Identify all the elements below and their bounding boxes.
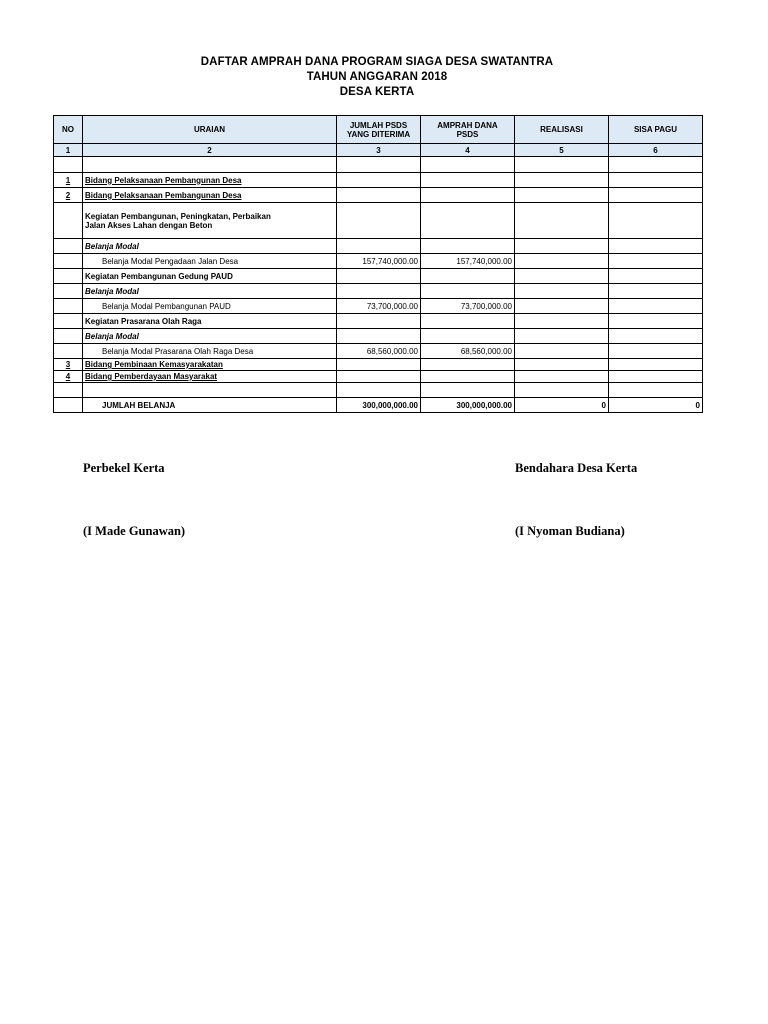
row-uraian: Belanja Modal	[83, 239, 337, 254]
header-realisasi: REALISASI	[515, 116, 609, 144]
title-line-1: DAFTAR AMPRAH DANA PROGRAM SIAGA DESA SWATANTRA	[200, 56, 554, 68]
table-row	[54, 299, 703, 314]
header-jumlah	[337, 116, 421, 144]
table-row	[54, 314, 703, 329]
row-uraian: Belanja Modal Pembangunan PAUD	[83, 299, 337, 314]
signature-left-name: (I Made Gunawan)	[83, 524, 186, 538]
header-amprah-line-1: AMPRAH DANA	[437, 120, 498, 130]
row-uraian	[83, 203, 337, 239]
budget-table	[53, 115, 703, 413]
table-header-row	[54, 116, 703, 144]
total-label: JUMLAH BELANJA	[83, 398, 337, 413]
row-no: 1	[54, 173, 83, 188]
signature-right-role: Bendahara Desa Kerta	[515, 461, 638, 475]
table-row	[54, 203, 703, 239]
column-number: 3	[337, 144, 421, 157]
row-amprah: 157,740,000.00	[421, 254, 515, 269]
total-jumlah: 300,000,000.00	[337, 398, 421, 413]
table-row	[54, 254, 703, 269]
total-row	[54, 398, 703, 413]
row-uraian: Bidang Pelaksanaan Pembangunan Desa	[83, 173, 337, 188]
total-realisasi: 0	[515, 398, 609, 413]
row-uraian: Kegiatan Pembangunan Gedung PAUD	[83, 269, 337, 284]
signature-left-role: Perbekel Kerta	[83, 461, 165, 475]
row-uraian: Belanja Modal Prasarana Olah Raga Desa	[83, 344, 337, 359]
row-uraian: Belanja Modal	[83, 284, 337, 299]
row-uraian: Bidang Pemberdayaan Masyarakat	[83, 371, 337, 383]
title-line-2: TAHUN ANGGARAN 2018	[306, 71, 448, 83]
row-jumlah: 68,560,000.00	[337, 344, 421, 359]
document-title	[0, 55, 754, 100]
column-number-row	[54, 144, 703, 157]
header-amprah	[421, 116, 515, 144]
table-row	[54, 269, 703, 284]
row-jumlah: 73,700,000.00	[337, 299, 421, 314]
row-no: 2	[54, 188, 83, 203]
row-jumlah: 157,740,000.00	[337, 254, 421, 269]
header-amprah-line-2: PSDS	[456, 129, 479, 139]
table-row	[54, 173, 703, 188]
table-row	[54, 344, 703, 359]
column-number: 2	[83, 144, 337, 157]
table-row-empty	[54, 157, 703, 173]
row-uraian: Belanja Modal	[83, 329, 337, 344]
row-amprah: 68,560,000.00	[421, 344, 515, 359]
table-row	[54, 329, 703, 344]
row-uraian-line-2: Jalan Akses Lahan dengan Beton	[85, 220, 213, 230]
row-amprah: 73,700,000.00	[421, 299, 515, 314]
row-uraian: Belanja Modal Pengadaan Jalan Desa	[83, 254, 337, 269]
header-uraian: URAIAN	[83, 116, 337, 144]
table-row	[54, 239, 703, 254]
header-sisa-pagu: SISA PAGU	[609, 116, 703, 144]
title-line-3: DESA KERTA	[339, 86, 415, 98]
header-jumlah-line-2: YANG DITERIMA	[346, 129, 411, 139]
row-no: 4	[54, 371, 83, 383]
total-amprah: 300,000,000.00	[421, 398, 515, 413]
row-uraian: Kegiatan Prasarana Olah Raga	[83, 314, 337, 329]
row-uraian: Bidang Pelaksanaan Pembangunan Desa	[83, 188, 337, 203]
row-uraian-line-1: Kegiatan Pembangunan, Peningkatan, Perbaikan	[85, 211, 271, 221]
row-no: 3	[54, 359, 83, 371]
header-jumlah-line-1: JUMLAH PSDS	[349, 120, 408, 130]
table-row	[54, 359, 703, 371]
column-number: 5	[515, 144, 609, 157]
column-number: 1	[54, 144, 83, 157]
row-uraian: Bidang Pembinaan Kemasyarakatan	[83, 359, 337, 371]
table-row	[54, 284, 703, 299]
table-row	[54, 188, 703, 203]
table-row-empty	[54, 383, 703, 398]
signature-right-name: (I Nyoman Budiana)	[515, 524, 625, 538]
table-row	[54, 371, 703, 383]
column-number: 6	[609, 144, 703, 157]
total-sisa-pagu: 0	[609, 398, 703, 413]
header-no: NO	[54, 116, 83, 144]
column-number: 4	[421, 144, 515, 157]
